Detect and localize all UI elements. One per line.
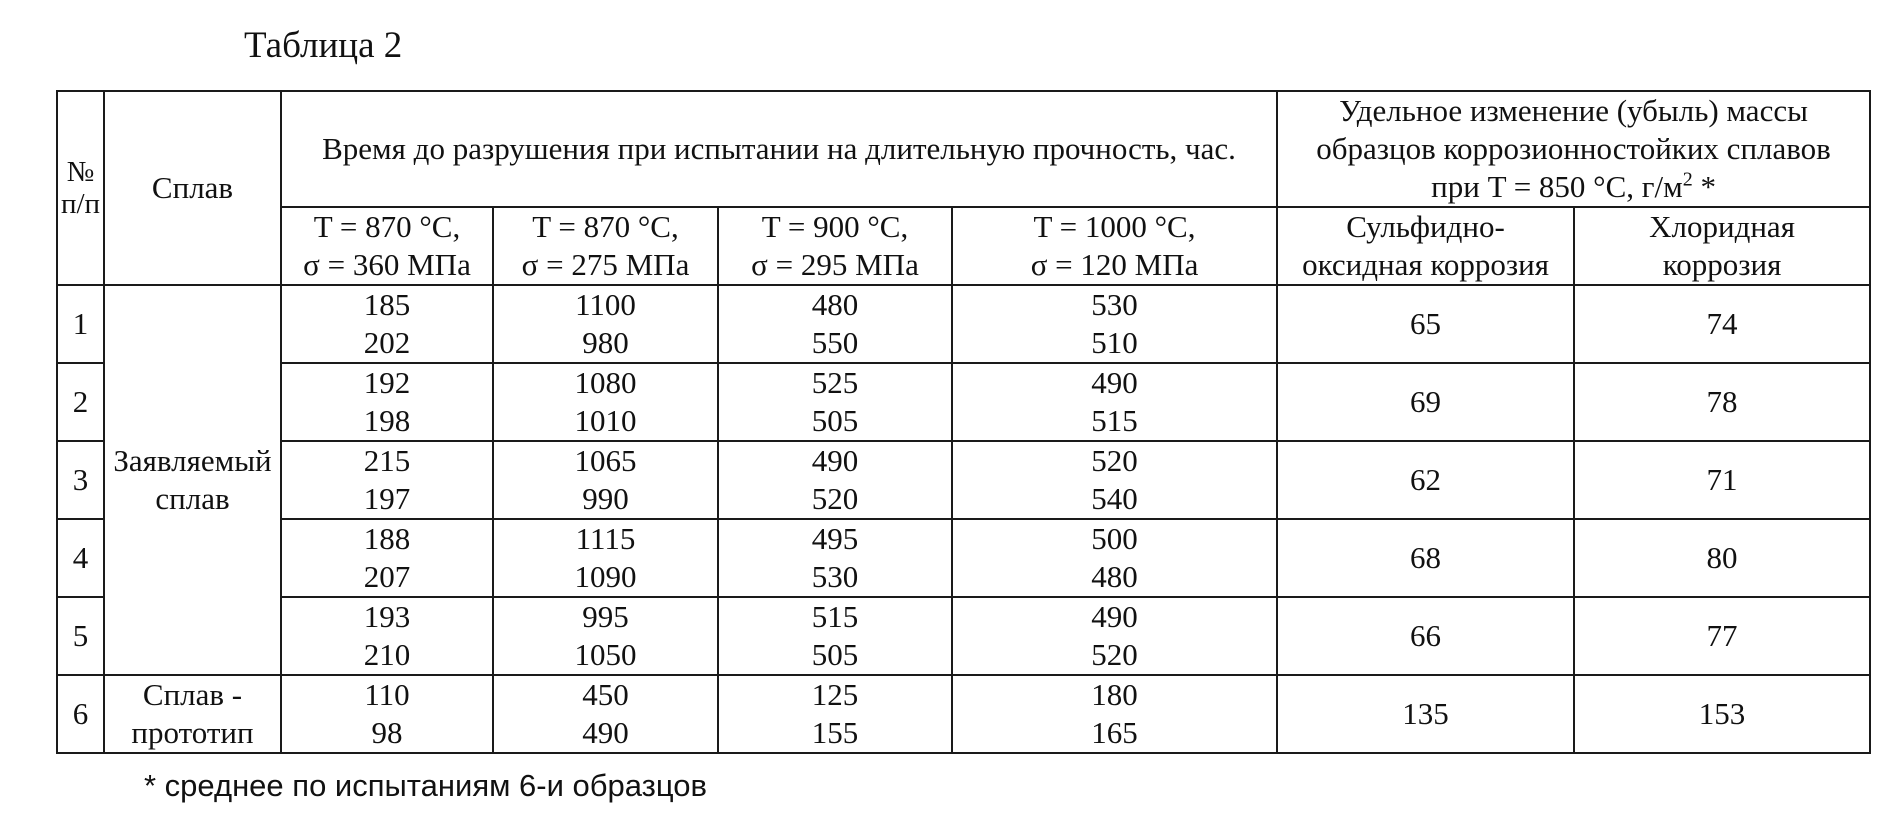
header-condition-1: [281, 207, 493, 285]
time-870-275: [493, 441, 718, 519]
time-900-295-value-1: 125: [811, 677, 859, 712]
time-900-295-value-1: 480: [811, 287, 859, 322]
mass-sulfide: 68: [1277, 519, 1574, 597]
mass-chloride: 80: [1574, 519, 1870, 597]
header-mass-line2: образцов коррозионностойких сплавов: [1316, 131, 1831, 166]
time-870-275-value-1: 1100: [575, 287, 636, 322]
table-row: [57, 363, 1870, 441]
time-900-295-value-2: 505: [811, 403, 859, 438]
time-870-275-value-2: 1090: [574, 559, 637, 594]
row-number: 1: [57, 285, 104, 363]
time-1000-120-value-1: 490: [1091, 599, 1138, 634]
time-900-295-value-2: 530: [811, 559, 859, 594]
mass-chloride: 77: [1574, 597, 1870, 675]
time-870-275-value-1: 1115: [575, 521, 636, 556]
time-900-295-value-2: 550: [811, 325, 859, 360]
chloride-line2: коррозия: [1662, 247, 1782, 282]
mass-sulfide: 62: [1277, 441, 1574, 519]
time-870-360: [281, 363, 493, 441]
sulfide-line1: Сульфидно-: [1346, 209, 1505, 244]
time-900-295-value-2: 520: [811, 481, 859, 516]
time-870-275-value-2: 1010: [574, 403, 637, 438]
time-1000-120-value-1: 500: [1091, 521, 1138, 556]
time-1000-120-value-2: 515: [1091, 403, 1138, 438]
time-900-295-value-2: 155: [811, 715, 859, 750]
time-1000-120: [952, 285, 1277, 363]
header-mass-tail: *: [1692, 169, 1716, 204]
time-900-295-value-1: 515: [811, 599, 859, 634]
time-870-275: [493, 675, 718, 753]
alloy-prototype-line2: прототип: [131, 715, 254, 750]
time-870-360-value-2: 197: [363, 481, 411, 516]
time-870-275-value-1: 450: [582, 677, 629, 712]
time-900-295-value-1: 495: [811, 521, 859, 556]
time-870-360: [281, 597, 493, 675]
header-mass-line1: Удельное изменение (убыль) массы: [1339, 93, 1808, 128]
time-870-275: [493, 285, 718, 363]
time-900-295: [718, 519, 952, 597]
mass-sulfide: 66: [1277, 597, 1574, 675]
time-900-295: [718, 363, 952, 441]
time-870-360-value-1: 193: [363, 599, 411, 634]
row-number: 4: [57, 519, 104, 597]
time-1000-120-value-2: 540: [1091, 481, 1138, 516]
time-1000-120: [952, 597, 1277, 675]
time-870-360-value-1: 188: [363, 521, 411, 556]
time-900-295: [718, 675, 952, 753]
header-num: [57, 91, 104, 285]
condition-4-stress: σ = 120 МПа: [1030, 247, 1199, 282]
data-table: [56, 90, 1871, 754]
header-mass-line3: при T = 850 °C, г/м: [1431, 169, 1683, 204]
mass-sulfide: 65: [1277, 285, 1574, 363]
time-870-360: [281, 285, 493, 363]
time-870-360-value-1: 185: [363, 287, 411, 322]
condition-1-stress: σ = 360 МПа: [303, 247, 471, 282]
header-mass-sup: 2: [1682, 168, 1693, 191]
chloride-line1: Хлоридная: [1649, 209, 1795, 244]
header-condition-3: [718, 207, 952, 285]
time-1000-120-value-2: 510: [1091, 325, 1138, 360]
row-number: 2: [57, 363, 104, 441]
alloy-claimed-line2: сплав: [155, 481, 230, 516]
time-870-360-value-1: 192: [363, 365, 411, 400]
table-row: [57, 519, 1870, 597]
footnote: * среднее по испытаниям 6-и образцов: [144, 768, 707, 803]
time-900-295-value-1: 490: [811, 443, 859, 478]
header-condition-2: [493, 207, 718, 285]
table-row: [57, 675, 1870, 753]
table-row: [57, 285, 1870, 363]
time-870-360-value-2: 207: [363, 559, 411, 594]
time-870-275-value-2: 1050: [574, 637, 637, 672]
header-num-label: № п/п: [60, 156, 101, 220]
row-number: 5: [57, 597, 104, 675]
header-chloride: [1574, 207, 1870, 285]
mass-chloride: 153: [1574, 675, 1870, 753]
condition-3-temp: T = 900 °C,: [761, 209, 909, 244]
header-alloy: Сплав: [104, 91, 281, 285]
mass-chloride: 78: [1574, 363, 1870, 441]
time-870-360-value-1: 110: [364, 677, 410, 712]
table-row: [57, 597, 1870, 675]
time-870-275-value-1: 1065: [574, 443, 637, 478]
time-870-360-value-2: 98: [371, 715, 403, 750]
condition-3-stress: σ = 295 МПа: [751, 247, 919, 282]
time-1000-120-value-2: 480: [1091, 559, 1138, 594]
time-870-275: [493, 519, 718, 597]
time-1000-120: [952, 519, 1277, 597]
header-mass-group: [1277, 91, 1870, 207]
header-condition-4: [952, 207, 1277, 285]
time-900-295: [718, 597, 952, 675]
alloy-claimed: [104, 285, 281, 675]
time-1000-120: [952, 363, 1277, 441]
header-row-top: [57, 91, 1870, 207]
row-number: 6: [57, 675, 104, 753]
condition-1-temp: T = 870 °C,: [313, 209, 461, 244]
time-870-275-value-2: 980: [582, 325, 629, 360]
condition-4-temp: T = 1000 °C,: [1033, 209, 1196, 244]
time-1000-120-value-1: 180: [1091, 677, 1138, 712]
sulfide-line2: оксидная коррозия: [1302, 247, 1549, 282]
time-870-360-value-2: 210: [363, 637, 411, 672]
header-time-group: Время до разрушения при испытании на длительную прочность, час.: [281, 91, 1277, 207]
alloy-prototype-line1: Сплав -: [142, 677, 243, 712]
time-1000-120-value-1: 490: [1091, 365, 1138, 400]
time-870-360-value-2: 202: [363, 325, 411, 360]
time-870-275: [493, 597, 718, 675]
time-900-295: [718, 441, 952, 519]
time-1000-120-value-1: 520: [1091, 443, 1138, 478]
time-870-360: [281, 441, 493, 519]
row-number: 3: [57, 441, 104, 519]
time-900-295: [718, 285, 952, 363]
time-1000-120-value-1: 530: [1091, 287, 1138, 322]
mass-chloride: 74: [1574, 285, 1870, 363]
mass-sulfide: 135: [1277, 675, 1574, 753]
time-870-275-value-2: 990: [582, 481, 629, 516]
header-row-sub: [57, 207, 1870, 285]
table-title: Таблица 2: [244, 25, 403, 66]
alloy-prototype: [104, 675, 281, 753]
time-870-275: [493, 363, 718, 441]
mass-chloride: 71: [1574, 441, 1870, 519]
time-870-360-value-2: 198: [363, 403, 411, 438]
time-1000-120-value-2: 520: [1091, 637, 1138, 672]
time-900-295-value-1: 525: [811, 365, 859, 400]
time-870-360: [281, 675, 493, 753]
time-900-295-value-2: 505: [811, 637, 859, 672]
time-870-275-value-2: 490: [582, 715, 629, 750]
time-870-275-value-1: 995: [582, 599, 629, 634]
time-870-360-value-1: 215: [363, 443, 411, 478]
time-870-275-value-1: 1080: [574, 365, 637, 400]
time-1000-120: [952, 441, 1277, 519]
condition-2-stress: σ = 275 МПа: [521, 247, 690, 282]
time-1000-120-value-2: 165: [1091, 715, 1138, 750]
alloy-claimed-line1: Заявляемый: [113, 443, 272, 478]
condition-2-temp: T = 870 °C,: [532, 209, 679, 244]
time-870-360: [281, 519, 493, 597]
time-1000-120: [952, 675, 1277, 753]
mass-sulfide: 69: [1277, 363, 1574, 441]
header-sulfide: [1277, 207, 1574, 285]
table-row: [57, 441, 1870, 519]
